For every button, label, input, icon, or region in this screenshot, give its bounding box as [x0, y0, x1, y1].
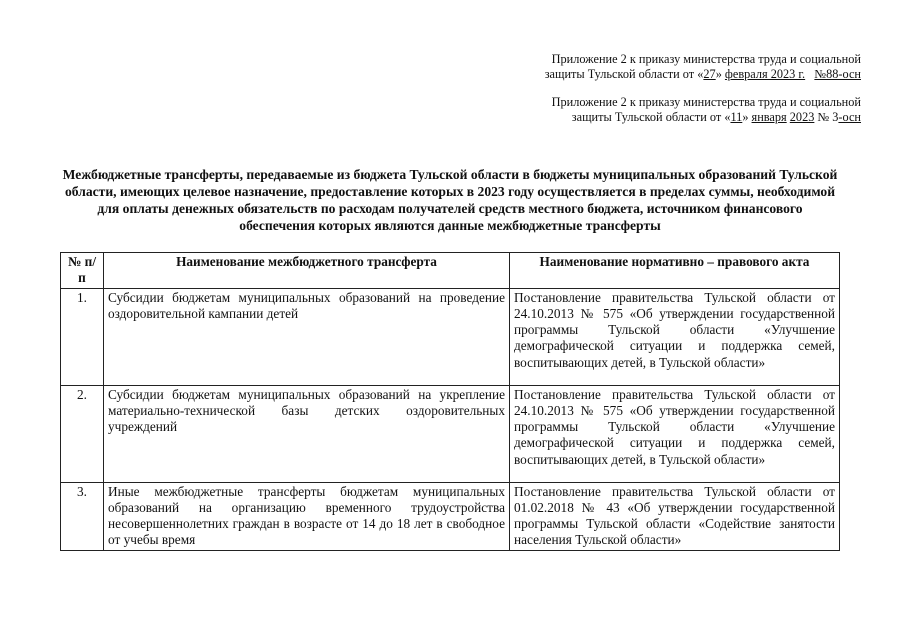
- order-number: №88-осн: [814, 66, 861, 81]
- row-legal-act: Постановление правительства Тульской области от 24.10.2013 № 575 «Об утверждении государственной программы Тульской области «Улучшение демографической ситуации и поддержка семей, воспитывающих детей, в Тульской области»: [510, 288, 840, 385]
- table-header-row: [61, 253, 840, 289]
- table-row: [61, 288, 840, 385]
- header-line-1: Приложение 2 к приказу министерства труда и социальной: [551, 52, 861, 66]
- header-gap: [805, 67, 814, 81]
- appendix-header-original: [441, 95, 861, 124]
- row-legal-act: Постановление правительства Тульской области от 01.02.2018 № 43 «Об утверждении государственной программы Тульской области «Содействие занятости населения Тульской области»: [510, 482, 840, 550]
- table-row: [61, 482, 840, 550]
- order-number-prefix: № 3: [814, 109, 839, 124]
- order-day: 27: [703, 66, 716, 81]
- order-month-year: февраля 2023 г.: [724, 66, 806, 81]
- document-title: Межбюджетные трансферты, передаваемые из бюджета Тульской области в бюджеты муниципальных образований Тульской области, имеющих целевое назначение, предоставление которых в 2023 году осуществляется в пределах суммы, необходимой для оплаты денежных обязательств по расходам получателей средств местного бюджета, источником финансового обеспечения которых являются данные межбюджетные трансферты: [62, 167, 838, 233]
- header-prefix: защиты Тульской области от «: [544, 66, 704, 81]
- order-day: 11: [730, 109, 743, 124]
- header-num: № п/п: [61, 253, 104, 289]
- row-transfer-name: Субсидии бюджетам муниципальных образований на укрепление материально-технической базы детских оздоровительных учреждений: [104, 385, 510, 482]
- header-mid: »: [742, 109, 752, 124]
- transfers-table: [60, 252, 840, 551]
- order-year: 2023: [789, 109, 815, 124]
- header-line-2: [441, 67, 861, 82]
- header-prefix: защиты Тульской области от «: [571, 109, 731, 124]
- header-line-2: [441, 110, 861, 125]
- header-transfer-name: Наименование межбюджетного трансферта: [104, 253, 510, 289]
- header-line-1: Приложение 2 к приказу министерства труда и социальной: [551, 95, 861, 109]
- row-transfer-name: Иные межбюджетные трансферты бюджетам муниципальных образований на организацию временного трудоустройства несовершеннолетних граждан в возрасте от 14 до 18 лет в свободное от учебы время: [104, 482, 510, 550]
- order-month: января: [751, 109, 787, 124]
- header-mid: »: [715, 66, 725, 81]
- row-transfer-name: Субсидии бюджетам муниципальных образований на проведение оздоровительной кампании детей: [104, 288, 510, 385]
- row-num: 2.: [61, 385, 104, 482]
- row-legal-act: Постановление правительства Тульской области от 24.10.2013 № 575 «Об утверждении государственной программы Тульской области «Улучшение демографической ситуации и поддержка семей, воспитывающих детей, в Тульской области»: [510, 385, 840, 482]
- order-number-suffix: -осн: [838, 109, 861, 124]
- table-row: [61, 385, 840, 482]
- header-legal-act: Наименование нормативно – правового акта: [510, 253, 840, 289]
- row-num: 1.: [61, 288, 104, 385]
- appendix-header-current: [441, 52, 861, 81]
- row-num: 3.: [61, 482, 104, 550]
